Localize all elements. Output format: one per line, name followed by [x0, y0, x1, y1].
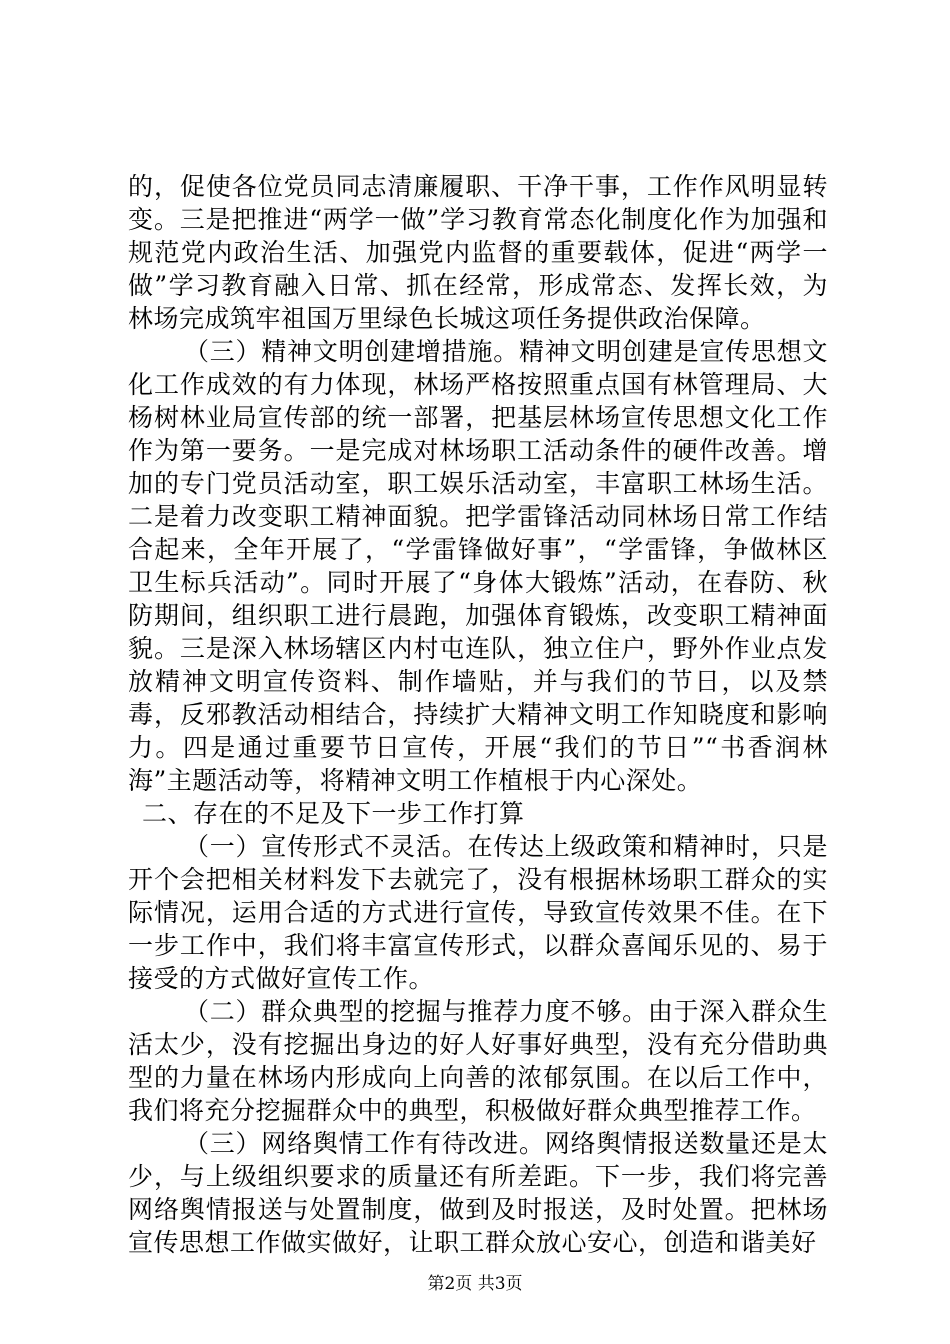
paragraph-online-opinion: （三）网络舆情工作有待改进。网络舆情报送数量还是太少，与上级组织要求的质量还有所差距。下一步，我们将完善网络舆情报送与处置制度，做到及时报送，及时处置。把林场宣传思想工作做实做好，让职工群众放心安心，创造和谐美好: [128, 1129, 828, 1257]
section-heading-shortcomings: 二、存在的不足及下一步工作打算: [142, 799, 525, 828]
paragraph-spiritual-civilization: （三）精神文明创建增措施。精神文明创建是宣传思想文化工作成效的有力体现，林场严格按照重点国有林管理局、大杨树林业局宣传部的统一部署，把基层林场宣传思想文化工作作为第一要务。一是完成对林场职工活动条件的硬件改善。增加的专门党员活动室，职工娱乐活动室，丰富职工林场生活。二是着力改变职工精神面貌。把学雷锋活动同林场日常工作结合起来，全年开展了，“学雷锋做好事”，“学雷锋，争做林区卫生标兵活动”。同时开展了“身体大锻炼”活动，在春防、秋防期间，组织职工进行晨跑，加强体育锻炼，改变职工精神面貌。三是深入林场辖区内村屯连队，独立住户，野外作业点发放精神文明宣传资料、制作墙贴，并与我们的节日，以及禁毒，反邪教活动相结合，持续扩大精神文明工作知晓度和影响力。四是通过重要节日宣传，开展“我们的节日”“书香润林海”主题活动等，将精神文明工作植根于内心深处。: [128, 337, 828, 795]
page-footer: 第2页 共3页: [427, 1274, 523, 1294]
document-body: [128, 170, 828, 1259]
paragraph-continuation: 的，促使各位党员同志清廉履职、干净干事，工作作风明显转变。三是把推进“两学一做”学习教育常态化制度化作为加强和规范党内政治生活、加强党内监督的重要载体，促进“两学一做”学习教育融入日常、抓在经常，形成常态、发挥长效，为林场完成筑牢祖国万里绿色长城这项任务提供政治保障。: [128, 172, 828, 333]
paragraph-publicity-form: （一）宣传形式不灵活。在传达上级政策和精神时，只是开个会把相关材料发下去就完了，没有根据林场职工群众的实际情况，运用合适的方式进行宣传，导致宣传效果不佳。在下一步工作中，我们将丰富宣传形式，以群众喜闻乐见的、易于接受的方式做好宣传工作。: [128, 832, 828, 993]
paragraph-mass-models: （二）群众典型的挖掘与推荐力度不够。由于深入群众生活太少，没有挖掘出身边的好人好事好典型，没有充分借助典型的力量在林场内形成向上向善的浓郁氛围。在以后工作中，我们将充分挖掘群众中的典型，积极做好群众典型推荐工作。: [128, 997, 828, 1125]
